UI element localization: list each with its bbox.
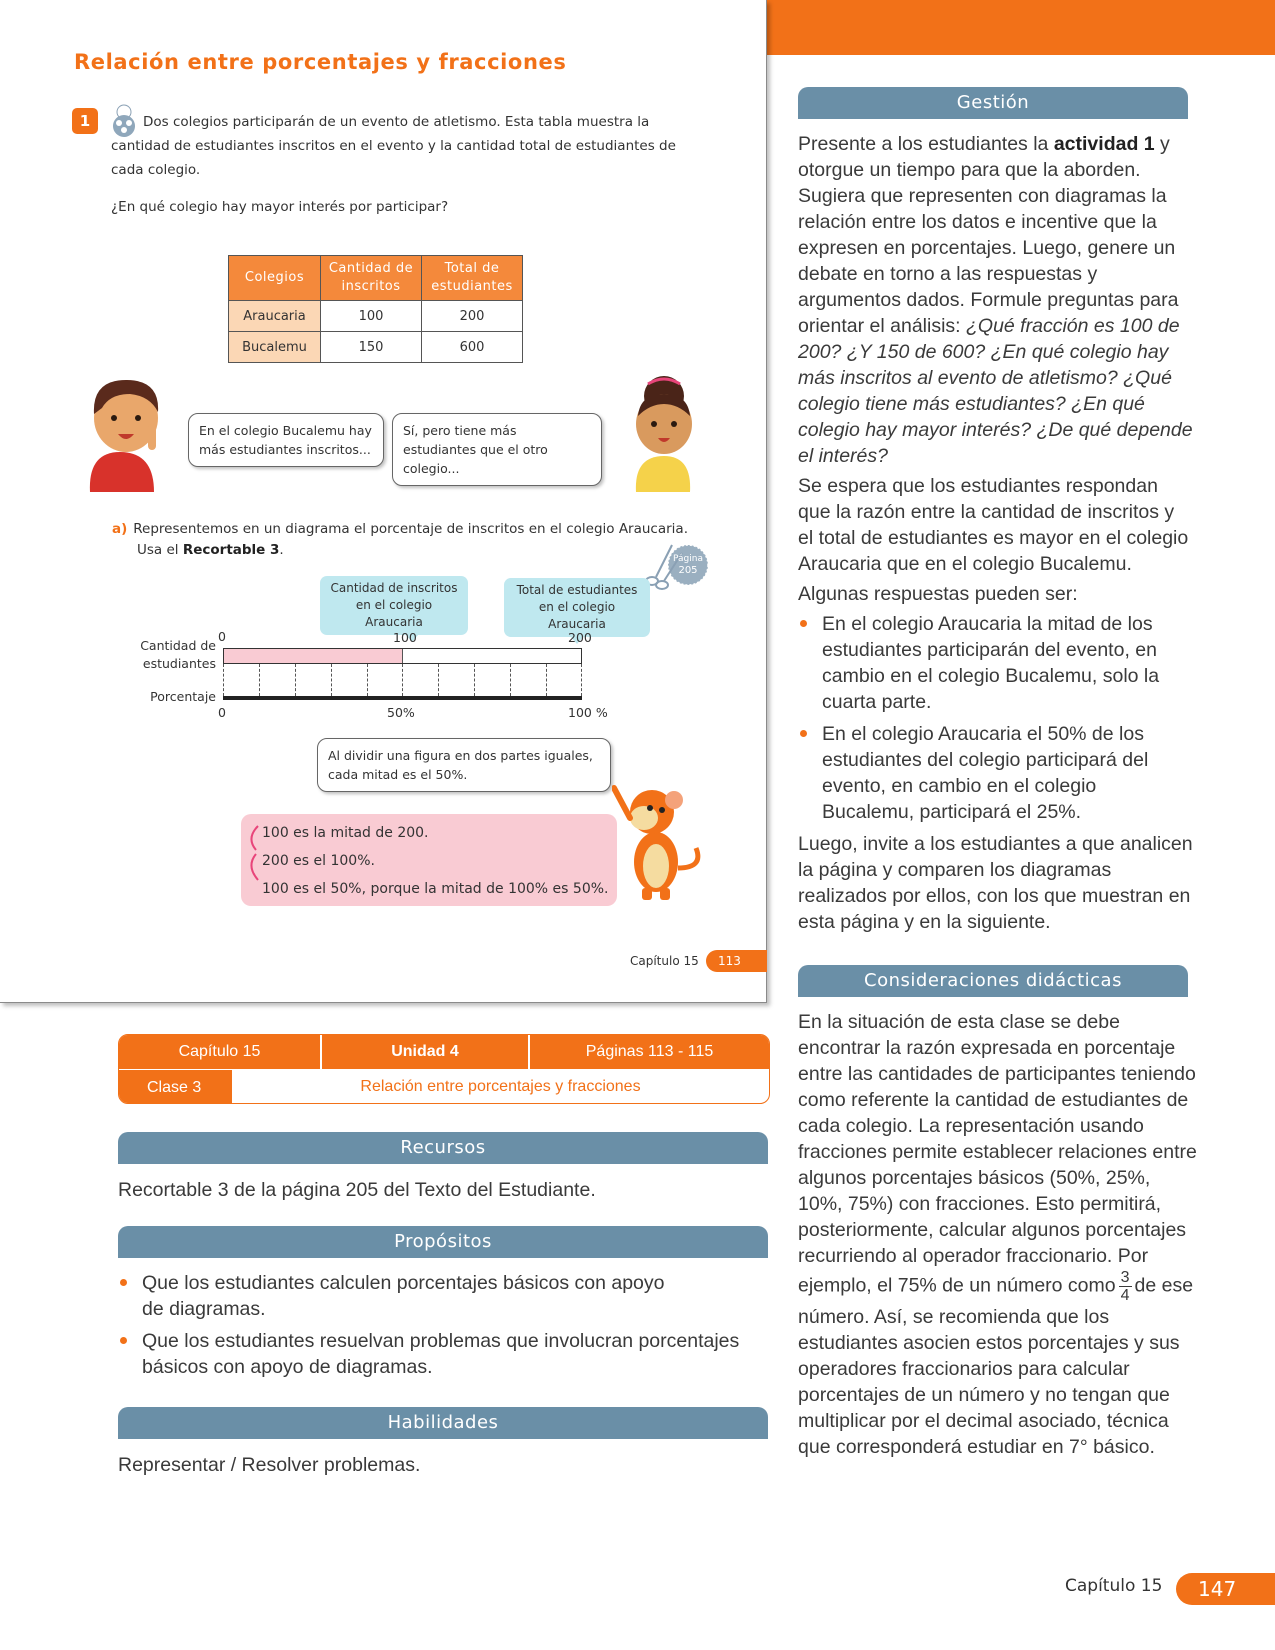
shaded-half [224,649,403,663]
col-header-colegios: Colegios [229,256,321,301]
gestion-paragraph: Luego, invite a los estudiantes a que analicen la página y comparen los diagramas realizados por ellos, con los que muestran en esta página y en la siguiente. [798,833,1193,933]
gestion-paragraph: Algunas respuestas pueden ser: [798,583,1078,605]
dash-line [223,664,224,696]
footer-chapter: Capítulo 15 [1065,1576,1163,1596]
cell-total: 200 [422,301,523,332]
gestion-body [798,131,1193,935]
info-unit: Unidad 4 [322,1035,530,1069]
gestion-p1-prefix: Presente a los estudiantes la [798,133,1054,155]
percentage-line [223,696,582,700]
section-header-consideraciones: Consideraciones didácticas [798,965,1188,997]
fraction-denominator: 4 [1120,1287,1130,1304]
list-item: Que los estudiantes resuelvan problemas que involucran porcentajes básicos con apoyo de diagramas. [118,1328,778,1380]
tick-top-0: 0 [218,629,226,644]
tag-total: Total de estudiantes en el colegio Araucaria [504,578,650,637]
conclusion-line: 100 es el 50%, porque la mitad de 100% es 50%. [262,881,609,897]
cell-inscritos: 150 [321,332,422,363]
gestion-paragraph [798,131,1193,469]
list-item: Que los estudiantes calculen porcentajes básicos con apoyo de diagramas. [118,1270,778,1322]
table-row [229,301,523,332]
part-a-line2-suffix: . [279,542,284,558]
tag-inscritos: Cantidad de inscritos en el colegio Araucaria [320,576,468,635]
col-header-total: Total de estudiantes [422,256,523,301]
table-header-row [229,256,523,301]
fraction-numerator: 3 [1120,1269,1130,1286]
gestion-paragraph: Se espera que los estudiantes respondan que la razón entre la cantidad de inscritos y el total de estudiantes es mayor en el colegio Araucaria que en el colegio Bucalemu. [798,475,1189,575]
conclusion-line: 100 es la mitad de 200. [262,825,429,841]
consideraciones-text-1: En la situación de esta clase se debe encontrar la razón expresada en porcentaje entre las cantidades de participantes teniendo como referente la cantidad de estudiantes de cada colegio. La representación usando fracciones permite establecer relaciones entre algunos porcentajes básicos (50%, 25%, 10%, 75%) con fracciones. Esto permitirá, posteriormente, calcular algunos porcentajes recurriendo al operador fraccionario. Por ejemplo, el 75% de un número como [798,1011,1197,1297]
info-pages: Páginas 113 - 115 [585,1043,714,1060]
boy-speech-bubble: En el colegio Bucalemu hay más estudiantes inscritos... [188,413,384,467]
cell-total: 600 [422,332,523,363]
table-row [229,332,523,363]
dash-line [510,664,511,696]
student-page-number: 113 [706,950,767,972]
footer-page-number: 147 [1176,1573,1275,1605]
cell-colegio: Bucalemu [229,332,321,363]
cell-colegio: Araucaria [229,301,321,332]
student-page-chapter: Capítulo 15 [630,954,699,968]
tick-top-100: 100 [393,630,417,645]
scissors-page-badge-icon [642,537,710,595]
student-page-thumbnail [0,0,767,1003]
info-class: Clase 3 [119,1069,232,1104]
top-orange-band [767,0,1275,55]
consideraciones-body [798,1009,1198,1460]
monkey-speech-bubble: Al dividir una figura en dos partes iguales, cada mitad es el 50%. [317,738,611,792]
label-cantidad-estudiantes: Cantidad de estudiantes [140,638,216,671]
dash-line [367,664,368,696]
girl-speech-bubble: Sí, pero tiene más estudiantes que el otro colegio... [392,413,602,486]
recursos-text: Recortable 3 de la página 205 del Texto del Estudiante. [118,1179,596,1201]
girl-illustration [626,374,700,492]
dash-line [295,664,296,696]
page-badge-number: 205 [678,565,698,576]
lesson-info-table [118,1034,770,1104]
activity-reference: actividad 1 [1053,133,1155,155]
tick-bottom-0: 0 [218,705,226,720]
tick-bottom-50: 50% [387,705,415,720]
lesson-info-row [119,1069,769,1104]
tick-top-200: 200 [568,630,592,645]
info-chapter: Capítulo 15 [119,1035,322,1069]
gestion-p1-text: y otorgue un tiempo para que la aborden. Sugiera que representen con diagramas la relación entre los datos e incentive que la expresen en porcentajes. Luego, genere un debate en torno a las respuestas y argumentos dados. Formule preguntas para orientar el análisis: [798,133,1179,337]
part-a-instructions [112,519,688,561]
lesson-info-row [119,1035,769,1069]
guiding-questions: ¿Qué fracción es 100 de 200? ¿Y 150 de 600? ¿En qué colegio hay más inscritos al evento de atletismo? ¿Qué colegio tiene más estudiantes? ¿En qué colegio hay mayor interés? ¿De qué depende el interés? [798,315,1193,467]
activity-intro: Dos colegios participarán de un evento de atletismo. Esta tabla muestra la cantidad de estudiantes inscritos en el evento y la cantidad total de estudiantes de cada colegio. [111,114,676,178]
conclusion-line: 200 es el 100%. [262,853,375,869]
part-a-line2-prefix: Usa el [137,542,183,558]
dash-line [438,664,439,696]
fraction-three-quarters [1119,1269,1132,1304]
info-topic: Relación entre porcentajes y fracciones [360,1078,641,1095]
dash-line [331,664,332,696]
quantity-bar [223,648,582,664]
part-a-letter: a) [112,521,128,537]
monkey-illustration [612,778,708,902]
tick-bottom-100: 100 % [568,705,608,720]
activity-number-badge: 1 [72,108,98,134]
student-page-title: Relación entre porcentajes y fracciones [74,50,567,74]
page-badge-label: Página [673,554,703,564]
relation-arrows-icon [244,824,262,894]
section-header-habilidades: Habilidades [118,1407,768,1439]
dash-line [546,664,547,696]
section-header-recursos: Recursos [118,1132,768,1164]
conclusion-box [241,814,617,906]
list-item: En el colegio Araucaria el 50% de los estudiantes del colegio participará del evento, en cambio en el colegio Bucalemu, participará el 25%. [798,721,1193,825]
boy-illustration [84,374,172,492]
answers-list [798,611,1193,825]
propositos-list [118,1270,778,1386]
part-a-line1: Representemos en un diagrama el porcentaje de inscritos en el colegio Araucaria. [133,521,688,537]
dash-line [581,664,582,696]
consideraciones-paragraph [798,1009,1198,1460]
cell-inscritos: 100 [321,301,422,332]
label-porcentaje: Porcentaje [150,689,216,704]
schools-table [228,255,523,363]
col-header-inscritos: Cantidad de inscritos [321,256,422,301]
recortable-reference: Recortable 3 [182,542,280,558]
dash-line [402,664,403,696]
consideraciones-text-2: de ese número. Así, se recomienda que los estudiantes asocien estos porcentajes y sus operadores fraccionarios para calcular porcentajes de un número y no tengan que multiplicar por el decimal asociado, técnica que corresponderá estudiar en 7° básico. [798,1274,1194,1458]
dash-line [259,664,260,696]
list-item: En el colegio Araucaria la mitad de los estudiantes participarán del evento, en cambio en el colegio Bucalemu, solo la cuarta parte. [798,611,1193,715]
activity-question: ¿En qué colegio hay mayor interés por participar? [111,199,449,215]
section-header-gestion: Gestión [798,87,1188,119]
section-header-propositos: Propósitos [118,1226,768,1258]
habilidades-text: Representar / Resolver problemas. [118,1454,421,1476]
dash-line [474,664,475,696]
